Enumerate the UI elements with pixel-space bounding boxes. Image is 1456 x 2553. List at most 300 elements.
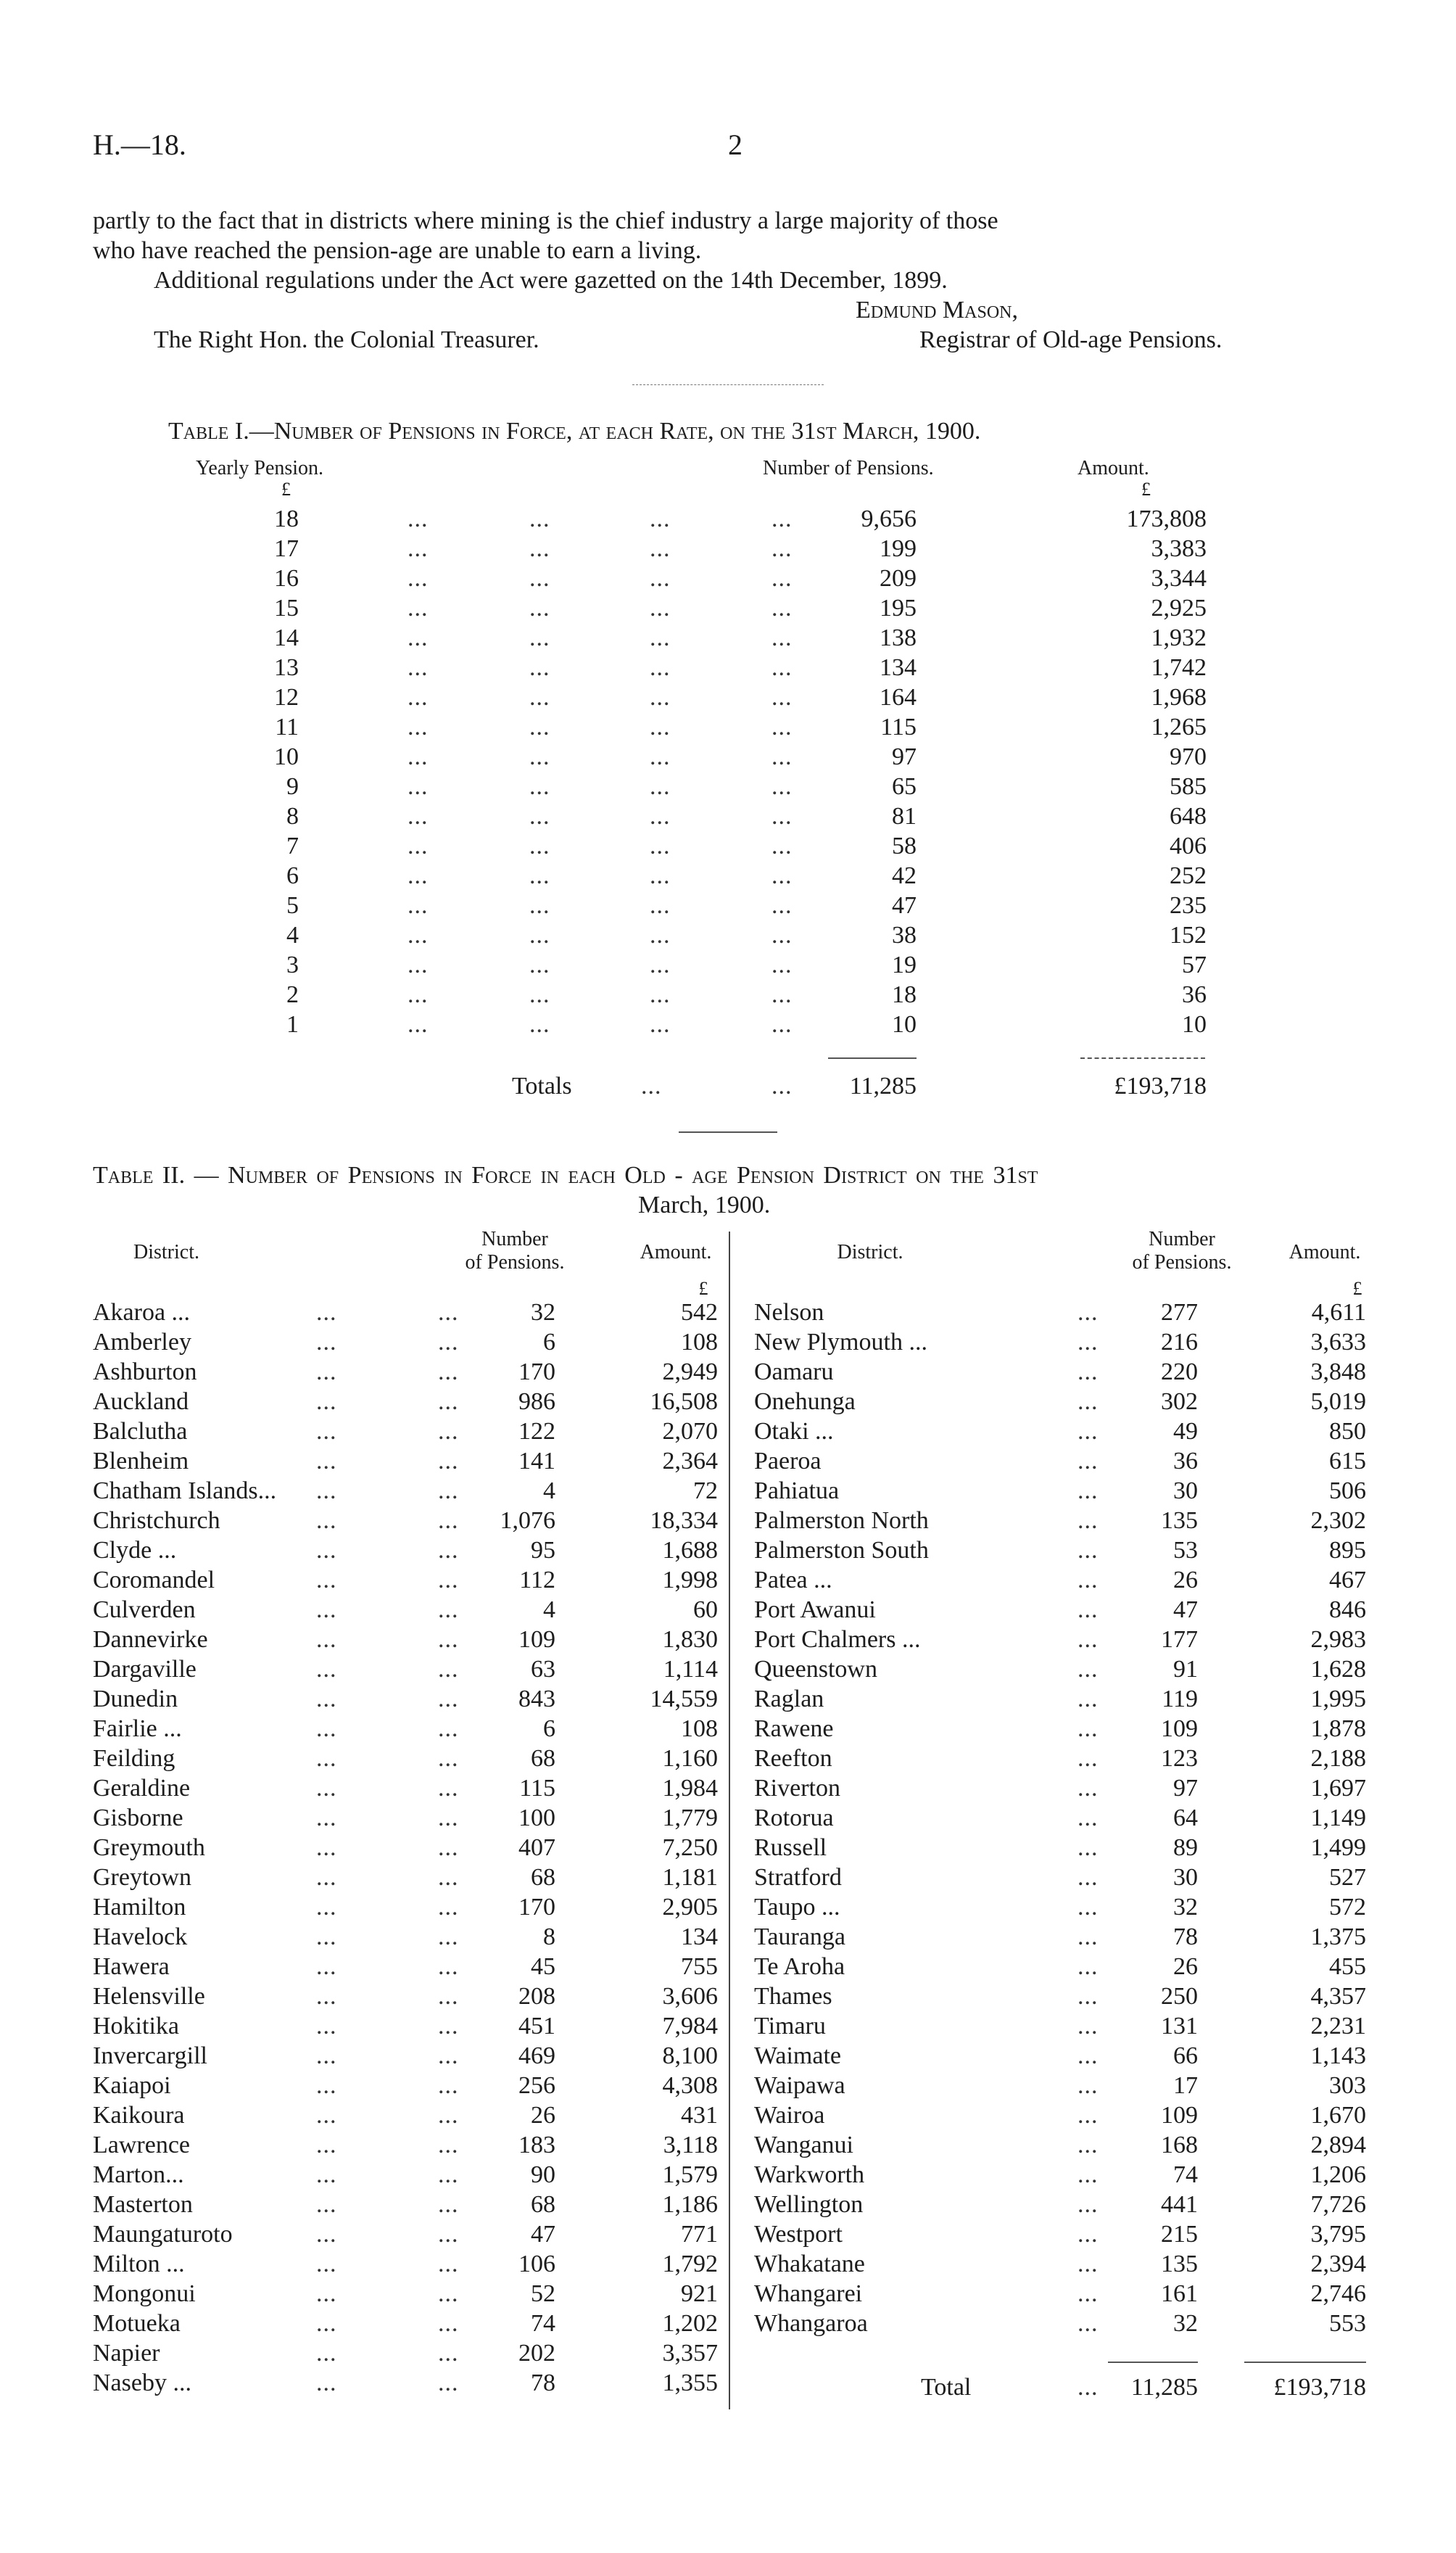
table2-district: Coromandel <box>93 1567 215 1593</box>
leader-dots: ... <box>408 773 429 800</box>
signatory-title: Registrar of Old-age Pensions. <box>919 326 1223 353</box>
table2-amount: 615 <box>1329 1448 1366 1475</box>
table1-number: 115 <box>880 714 917 741</box>
leader-dots: ... <box>408 535 429 562</box>
table2-number: 26 <box>1173 1567 1198 1593</box>
table2-number: 95 <box>531 1537 555 1564</box>
table2-row <box>0 1328 1456 1357</box>
table2-district: Waimate <box>754 2042 841 2069</box>
table2-district: Pahiatua <box>754 1477 840 1504</box>
leader-dots: ... <box>438 1448 459 1475</box>
leader-dots: ... <box>1077 1686 1099 1712</box>
table2-amount: 553 <box>1329 2310 1366 2337</box>
leader-dots: ... <box>650 892 671 919</box>
leader-dots: ... <box>650 535 671 562</box>
table2-amount: 18,334 <box>650 1507 718 1534</box>
table2-district: Queenstown <box>754 1656 877 1683</box>
table2-amount: 14,559 <box>650 1686 718 1712</box>
leader-dots: ... <box>408 714 429 741</box>
leader-dots: ... <box>772 803 793 830</box>
table2-amount: 1,181 <box>662 1864 718 1891</box>
leader-dots: ... <box>438 2340 459 2367</box>
table1-row <box>0 832 1456 861</box>
table2-amount: 2,231 <box>1310 2013 1366 2039</box>
table-divider <box>679 1131 777 1133</box>
leader-dots: ... <box>772 773 793 800</box>
table2-number: 106 <box>518 2251 555 2277</box>
table2-amount: 467 <box>1329 1567 1366 1593</box>
table2-number: 986 <box>518 1388 555 1415</box>
table1-amount: 3,383 <box>1151 535 1207 562</box>
table2-district: Dunedin <box>93 1686 178 1712</box>
leader-dots: ... <box>438 2132 459 2158</box>
table2-number: 47 <box>1173 1596 1198 1623</box>
table2-district: Balclutha <box>93 1418 188 1445</box>
leader-dots: ... <box>772 654 793 681</box>
leader-dots: ... <box>438 1805 459 1831</box>
leader-dots: ... <box>529 535 550 562</box>
signatory-name: Edmund Mason, <box>856 297 1019 323</box>
table1-number: 199 <box>880 535 917 562</box>
table2-number: 843 <box>518 1686 555 1712</box>
leader-dots: ... <box>529 862 550 889</box>
table1-rate: 18 <box>274 506 299 532</box>
table1-col-rate: Yearly Pension. <box>196 457 324 479</box>
leader-dots: ... <box>316 1388 337 1415</box>
table2-number: 6 <box>543 1329 555 1356</box>
table2-number: 74 <box>531 2310 555 2337</box>
leader-dots: ... <box>1077 1775 1099 1802</box>
leader-dots: ... <box>529 624 550 651</box>
table2-district: Rotorua <box>754 1805 834 1831</box>
leader-dots: ... <box>650 1011 671 1038</box>
table2-amount: 506 <box>1329 1477 1366 1504</box>
table1-rate: 16 <box>274 565 299 592</box>
table2-row <box>0 2012 1456 2041</box>
table2-district: Dargaville <box>93 1656 197 1683</box>
table2-amount: 755 <box>681 1953 718 1980</box>
table1-number: 195 <box>880 595 917 622</box>
leader-dots: ... <box>316 2132 337 2158</box>
table1-rate: 13 <box>274 654 299 681</box>
leader-dots: ... <box>438 2280 459 2307</box>
leader-dots: ... <box>438 1715 459 1742</box>
table2-number: 90 <box>531 2161 555 2188</box>
table2-amount: 455 <box>1329 1953 1366 1980</box>
leader-dots: ... <box>1077 1567 1099 1593</box>
leader-dots: ... <box>529 833 550 859</box>
table2-number: 115 <box>519 1775 555 1802</box>
leader-dots: ... <box>529 684 550 711</box>
table2-district: Ashburton <box>93 1358 197 1385</box>
table1-row <box>0 743 1456 772</box>
table2-district: Chatham Islands... <box>93 1477 277 1504</box>
table1-row <box>0 535 1456 564</box>
leader-dots: ... <box>1077 2280 1099 2307</box>
table2-district: Taupo ... <box>754 1894 840 1921</box>
table2-amount: 2,394 <box>1310 2251 1366 2277</box>
table2-col-number-left-1: Number <box>481 1228 548 1250</box>
leader-dots: ... <box>316 1834 337 1861</box>
table2-amount: 7,726 <box>1310 2191 1366 2218</box>
table2-number: 112 <box>519 1567 555 1593</box>
table2-col-amount-right: Amount. <box>1289 1241 1361 1263</box>
table2-amount: 1,160 <box>662 1745 718 1772</box>
leader-dots: ... <box>408 922 429 949</box>
table1-rate: 11 <box>275 714 299 741</box>
table2-number: 141 <box>518 1448 555 1475</box>
table2-number: 4 <box>543 1596 555 1623</box>
leader-dots: ... <box>1077 1715 1099 1742</box>
leader-dots: ... <box>529 981 550 1008</box>
table1-total-rule-amount <box>1080 1057 1205 1059</box>
table1-row <box>0 653 1456 682</box>
table2-amount: 1,697 <box>1310 1775 1366 1802</box>
leader-dots: ... <box>438 2042 459 2069</box>
table2-amount: 1,688 <box>662 1537 718 1564</box>
leader-dots: ... <box>438 2013 459 2039</box>
leader-dots: ... <box>1077 1358 1099 1385</box>
table2-district: Mongonui <box>93 2280 196 2307</box>
intro-line-2: who have reached the pension-age are unable to earn a living. <box>93 237 702 264</box>
table2-amount: 7,984 <box>662 2013 718 2039</box>
table1-number: 19 <box>892 952 917 978</box>
table1-amount: 406 <box>1170 833 1207 859</box>
table2-amount: 72 <box>693 1477 718 1504</box>
table2-number: 469 <box>518 2042 555 2069</box>
leader-dots: ... <box>438 2221 459 2248</box>
table2-district: Wellington <box>754 2191 864 2218</box>
leader-dots: ... <box>438 1923 459 1950</box>
leader-dots: ... <box>438 1388 459 1415</box>
table2-row <box>0 1685 1456 1714</box>
table1-title: Table I.—Number of Pensions in Force, at each Rate, on the 31st March, 1900. <box>168 418 981 445</box>
table1-number: 42 <box>892 862 917 889</box>
table2-amount: 572 <box>1329 1894 1366 1921</box>
leader-dots: ... <box>438 1686 459 1712</box>
table2-number: 64 <box>1173 1805 1198 1831</box>
leader-dots: ... <box>1077 2191 1099 2218</box>
leader-dots: ... <box>438 1358 459 1385</box>
table2-row <box>0 1923 1456 1952</box>
table1-row <box>0 624 1456 653</box>
table2-amount: 1,878 <box>1310 1715 1366 1742</box>
table2-number: 66 <box>1173 2042 1198 2069</box>
table2-district: Greymouth <box>93 1834 205 1861</box>
leader-dots: ... <box>408 862 429 889</box>
table2-row <box>0 1298 1456 1327</box>
table2-amount: 3,606 <box>662 1983 718 2010</box>
table2-amount: 3,795 <box>1310 2221 1366 2248</box>
table2-district: Napier <box>93 2340 160 2367</box>
table1-number: 65 <box>892 773 917 800</box>
table1-rate: 12 <box>274 684 299 711</box>
table2-row <box>0 2250 1456 2279</box>
leader-dots: ... <box>772 862 793 889</box>
table2-district: Amberley <box>93 1329 191 1356</box>
table1-rate: 3 <box>286 952 299 978</box>
table1-amount: 1,932 <box>1151 624 1207 651</box>
table2-number: 441 <box>1161 2191 1198 2218</box>
table2-district: Kaiapoi <box>93 2072 171 2099</box>
table2-row <box>0 1744 1456 1773</box>
leader-dots: ... <box>650 654 671 681</box>
table2-number: 168 <box>1161 2132 1198 2158</box>
table1-amount: 1,968 <box>1151 684 1207 711</box>
table1-number: 9,656 <box>861 506 917 532</box>
page-number: 2 <box>728 128 743 161</box>
table1-amount: 36 <box>1182 981 1207 1008</box>
table2-amount: 108 <box>681 1329 718 1356</box>
table2-row <box>0 1417 1456 1446</box>
leader-dots: ... <box>772 743 793 770</box>
leader-dots: ... <box>529 892 550 919</box>
table1-row <box>0 505 1456 534</box>
leader-dots: ... <box>316 1983 337 2010</box>
table2-amount: 134 <box>681 1923 718 1950</box>
table1-amount: 235 <box>1170 892 1207 919</box>
table2-number: 208 <box>518 1983 555 2010</box>
leader-dots: ... <box>438 1745 459 1772</box>
leader-dots: ... <box>438 1596 459 1623</box>
table1-totals-amount: £193,718 <box>1114 1073 1207 1100</box>
table2-district: Hawera <box>93 1953 170 1980</box>
table1-rate: 7 <box>286 833 299 859</box>
table2-district: Paeroa <box>754 1448 822 1475</box>
leader-dots: ... <box>316 2280 337 2307</box>
leader-dots: ... <box>650 565 671 592</box>
table2-amount: 16,508 <box>650 1388 718 1415</box>
leader-dots: ... <box>316 1805 337 1831</box>
table2-number: 32 <box>531 1299 555 1326</box>
table2-col-number-left-2: of Pensions. <box>465 1251 565 1274</box>
leader-dots: ... <box>316 2102 337 2129</box>
leader-dots: ... <box>1077 1418 1099 1445</box>
table1-amount: 2,925 <box>1151 595 1207 622</box>
table2-amount: 3,118 <box>663 2132 718 2158</box>
table2-row <box>0 2280 1456 2309</box>
table2-number: 53 <box>1173 1537 1198 1564</box>
table2-district: Tauranga <box>754 1923 845 1950</box>
table1-number: 18 <box>892 981 917 1008</box>
table1-number: 58 <box>892 833 917 859</box>
leader-dots: ... <box>529 773 550 800</box>
table2-district: Hamilton <box>93 1894 186 1921</box>
table2-district: Whangaroa <box>754 2310 868 2337</box>
leader-dots: ... <box>408 1011 429 1038</box>
leader-dots: ... <box>316 2340 337 2367</box>
table2-number: 97 <box>1173 1775 1198 1802</box>
leader-dots: ... <box>438 1953 459 1980</box>
table2-district: Christchurch <box>93 1507 220 1534</box>
leader-dots: ... <box>1077 1864 1099 1891</box>
table2-district: Marton... <box>93 2161 184 2188</box>
leader-dots: ... <box>1077 2102 1099 2129</box>
leader-dots: ... <box>316 1329 337 1356</box>
table2-row <box>0 2220 1456 2249</box>
table1-col-amount: Amount. <box>1077 457 1149 479</box>
table2-amount: 1,995 <box>1310 1686 1366 1712</box>
leader-dots: ... <box>529 743 550 770</box>
table2-district: Thames <box>754 1983 832 2010</box>
table2-row <box>0 2161 1456 2190</box>
leader-dots: ... <box>316 2042 337 2069</box>
table2-number: 8 <box>543 1923 555 1950</box>
table1-rate: 9 <box>286 773 299 800</box>
table2-row <box>0 1566 1456 1595</box>
leader-dots: ... <box>438 2161 459 2188</box>
leader-dots: ... <box>650 952 671 978</box>
leader-dots: ... <box>438 2251 459 2277</box>
table2-amount: 895 <box>1329 1537 1366 1564</box>
table1-rate: 4 <box>286 922 299 949</box>
table1-amount: 1,742 <box>1151 654 1207 681</box>
table2-amount: 542 <box>681 1299 718 1326</box>
table2-number: 109 <box>518 1626 555 1653</box>
leader-dots: ... <box>529 654 550 681</box>
table1-number: 97 <box>892 743 917 770</box>
table2-amount: 527 <box>1329 1864 1366 1891</box>
table2-district: Auckland <box>93 1388 189 1415</box>
table2-district: Russell <box>754 1834 827 1861</box>
table2-number: 36 <box>1173 1448 1198 1475</box>
table2-amount: 1,186 <box>662 2191 718 2218</box>
leader-dots: ... <box>1077 1448 1099 1475</box>
leader-dots: ... <box>650 922 671 949</box>
table2-number: 63 <box>531 1656 555 1683</box>
leader-dots: ... <box>529 803 550 830</box>
leader-dots: ... <box>408 952 429 978</box>
table2-amount: 303 <box>1329 2072 1366 2099</box>
table2-district: Blenheim <box>93 1448 189 1475</box>
leader-dots: ... <box>1077 1745 1099 1772</box>
leader-dots: ... <box>1077 2374 1099 2401</box>
leader-dots: ... <box>408 981 429 1008</box>
leader-dots: ... <box>438 1537 459 1564</box>
table2-number: 30 <box>1173 1864 1198 1891</box>
table2-row <box>0 2190 1456 2219</box>
table2-row <box>0 1863 1456 1892</box>
leader-dots: ... <box>438 2102 459 2129</box>
table2-col-amount-left: Amount. <box>640 1241 712 1263</box>
leader-dots: ... <box>408 624 429 651</box>
table2-number: 250 <box>1161 1983 1198 2010</box>
table2-amount: 1,792 <box>662 2251 718 2277</box>
leader-dots: ... <box>1077 1805 1099 1831</box>
table2-amount: 1,143 <box>1310 2042 1366 2069</box>
table2-amount: 1,206 <box>1310 2161 1366 2188</box>
table2-number: 109 <box>1161 2102 1198 2129</box>
table2-row <box>0 2309 1456 2338</box>
table1-rate: 8 <box>286 803 299 830</box>
leader-dots: ... <box>408 654 429 681</box>
leader-dots: ... <box>641 1073 662 1100</box>
table2-amount: 1,984 <box>662 1775 718 1802</box>
table2-row <box>0 1447 1456 1476</box>
table2-amount: 60 <box>693 1596 718 1623</box>
table2-amount: 7,250 <box>662 1834 718 1861</box>
table2-number: 68 <box>531 1745 555 1772</box>
table2-number: 32 <box>1173 2310 1198 2337</box>
table2-col-district-left: District. <box>133 1241 199 1263</box>
leader-dots: ... <box>650 595 671 622</box>
leader-dots: ... <box>438 2191 459 2218</box>
table2-total-label: Total <box>921 2374 972 2401</box>
table2-district: Havelock <box>93 1923 188 1950</box>
leader-dots: ... <box>772 952 793 978</box>
leader-dots: ... <box>316 1626 337 1653</box>
leader-dots: ... <box>438 1626 459 1653</box>
leader-dots: ... <box>316 1418 337 1445</box>
leader-dots: ... <box>529 595 550 622</box>
table1-total-rule-number <box>828 1057 917 1059</box>
table2-number: 26 <box>1173 1953 1198 1980</box>
leader-dots: ... <box>1077 1537 1099 1564</box>
leader-dots: ... <box>438 1477 459 1504</box>
table2-number: 109 <box>1161 1715 1198 1742</box>
table2-total-rule-amount <box>1244 2362 1366 2363</box>
table2-district: Feilding <box>93 1745 175 1772</box>
table1-number: 81 <box>892 803 917 830</box>
table1-col-rate-unit: £ <box>281 479 291 500</box>
table2-total-rule-number <box>1108 2362 1198 2363</box>
table2-col-amount-unit-right: £ <box>1352 1278 1362 1299</box>
table2-number: 100 <box>518 1805 555 1831</box>
table2-amount: 1,355 <box>662 2370 718 2396</box>
table2-district: Hokitika <box>93 2013 179 2039</box>
table2-number: 74 <box>1173 2161 1198 2188</box>
leader-dots: ... <box>316 2370 337 2396</box>
leader-dots: ... <box>1077 1953 1099 1980</box>
table2-number: 135 <box>1161 2251 1198 2277</box>
table2-number: 135 <box>1161 1507 1198 1534</box>
table1-number: 209 <box>880 565 917 592</box>
leader-dots: ... <box>529 565 550 592</box>
leader-dots: ... <box>316 2013 337 2039</box>
table2-amount: 2,949 <box>662 1358 718 1385</box>
table2-number: 119 <box>1162 1686 1198 1712</box>
table2-district: Clyde ... <box>93 1537 177 1564</box>
table2-amount: 2,070 <box>662 1418 718 1445</box>
table1-totals-row <box>0 1072 1456 1101</box>
table2-number: 52 <box>531 2280 555 2307</box>
table1-totals-label: Totals <box>512 1073 572 1100</box>
table2-number: 91 <box>1173 1656 1198 1683</box>
table2-row <box>0 1358 1456 1387</box>
table2-district: Palmerston South <box>754 1537 929 1564</box>
table2-amount: 2,894 <box>1310 2132 1366 2158</box>
table1-number: 10 <box>892 1011 917 1038</box>
leader-dots: ... <box>1077 1626 1099 1653</box>
leader-dots: ... <box>316 1358 337 1385</box>
leader-dots: ... <box>316 1448 337 1475</box>
table2-amount: 921 <box>681 2280 718 2307</box>
table2-row <box>0 1387 1456 1416</box>
leader-dots: ... <box>529 714 550 741</box>
table2-district: Port Awanui <box>754 1596 876 1623</box>
table1-rate: 15 <box>274 595 299 622</box>
table2-amount: 846 <box>1329 1596 1366 1623</box>
leader-dots: ... <box>1077 2013 1099 2039</box>
leader-dots: ... <box>1077 2042 1099 2069</box>
leader-dots: ... <box>772 892 793 919</box>
table2-number: 122 <box>518 1418 555 1445</box>
leader-dots: ... <box>772 595 793 622</box>
table1-row <box>0 802 1456 831</box>
leader-dots: ... <box>316 1745 337 1772</box>
table2-row <box>0 1477 1456 1506</box>
table2-district: Lawrence <box>93 2132 191 2158</box>
